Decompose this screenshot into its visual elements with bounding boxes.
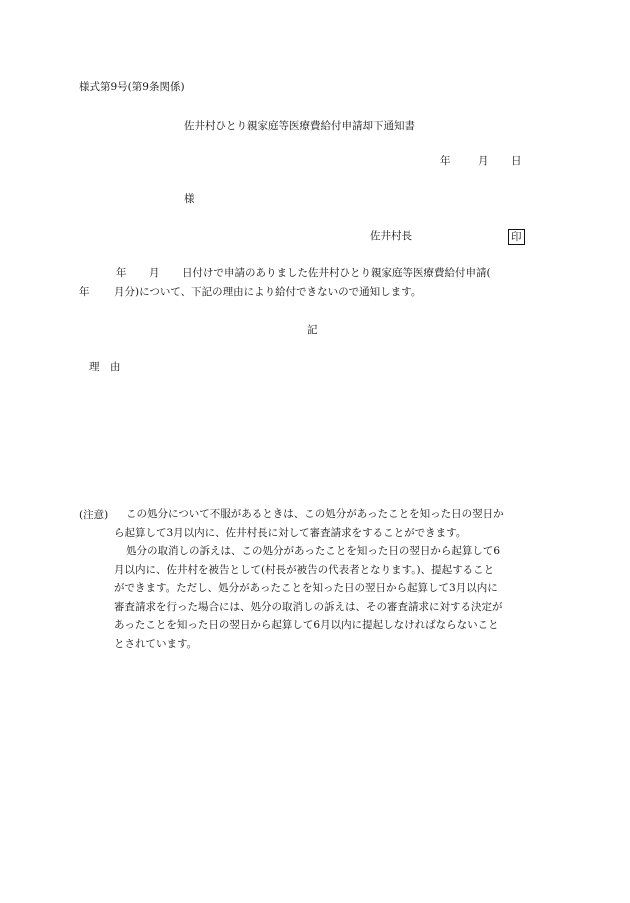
note-p2-line: 処分の取消しの訴えは、この処分があったことを知った日の翌日から起算して6	[126, 545, 501, 557]
note-p2-line: 月以内に、佐井村を被告として(村長が被告の代表者となります。)、提起すること	[114, 563, 495, 576]
date-day-label: 日	[511, 155, 522, 167]
note-p1-line: ら起算して3月以内に、佐井村長に対して審査請求をすることができます。	[114, 526, 467, 539]
note-paragraph-1	[114, 505, 504, 542]
seal-char: 印	[508, 229, 525, 245]
body-line1-year-label: 年	[116, 267, 127, 279]
form-number: 様式第9号(第9条関係)	[79, 81, 185, 93]
document-title: 佐井村ひとり親家庭等医療費給付申請却下通知書	[184, 120, 415, 132]
note-p1-line: この処分について不服があるときは、この処分があったことを知った日の翌日か	[126, 508, 504, 520]
body-line2-text: 月分)について、下記の理由により給付できないので通知します。	[114, 286, 422, 298]
note-paragraph-2	[114, 542, 503, 653]
note-p2-line: あったことを知った日の翌日から起算して6月以内に提起しなければならないこと	[114, 619, 499, 631]
body-line1-text: 日付けで申請のありました佐井村ひとり親家庭等医療費給付申請(	[182, 267, 491, 279]
note-p2-line: ができます。ただし、処分があったことを知った日の翌日から起算して3月以内に	[114, 582, 498, 594]
body-line2-year-label: 年	[79, 286, 90, 298]
date-year-label: 年	[440, 155, 451, 167]
note-label: (注意)	[79, 509, 109, 521]
seal-mark	[508, 229, 525, 245]
body-line1-month-label: 月	[149, 267, 160, 279]
issuer-name: 佐井村長	[370, 230, 412, 242]
note-p2-line: 審査請求を行った場合には、処分の取消しの訴えは、その審査請求に対する決定が	[114, 600, 503, 613]
ki-heading: 記	[307, 324, 318, 336]
reason-label: 理 由	[89, 361, 121, 373]
addressee-suffix: 様	[184, 193, 195, 205]
date-month-label: 月	[478, 155, 489, 167]
note-p2-line: とされています。	[114, 637, 198, 650]
